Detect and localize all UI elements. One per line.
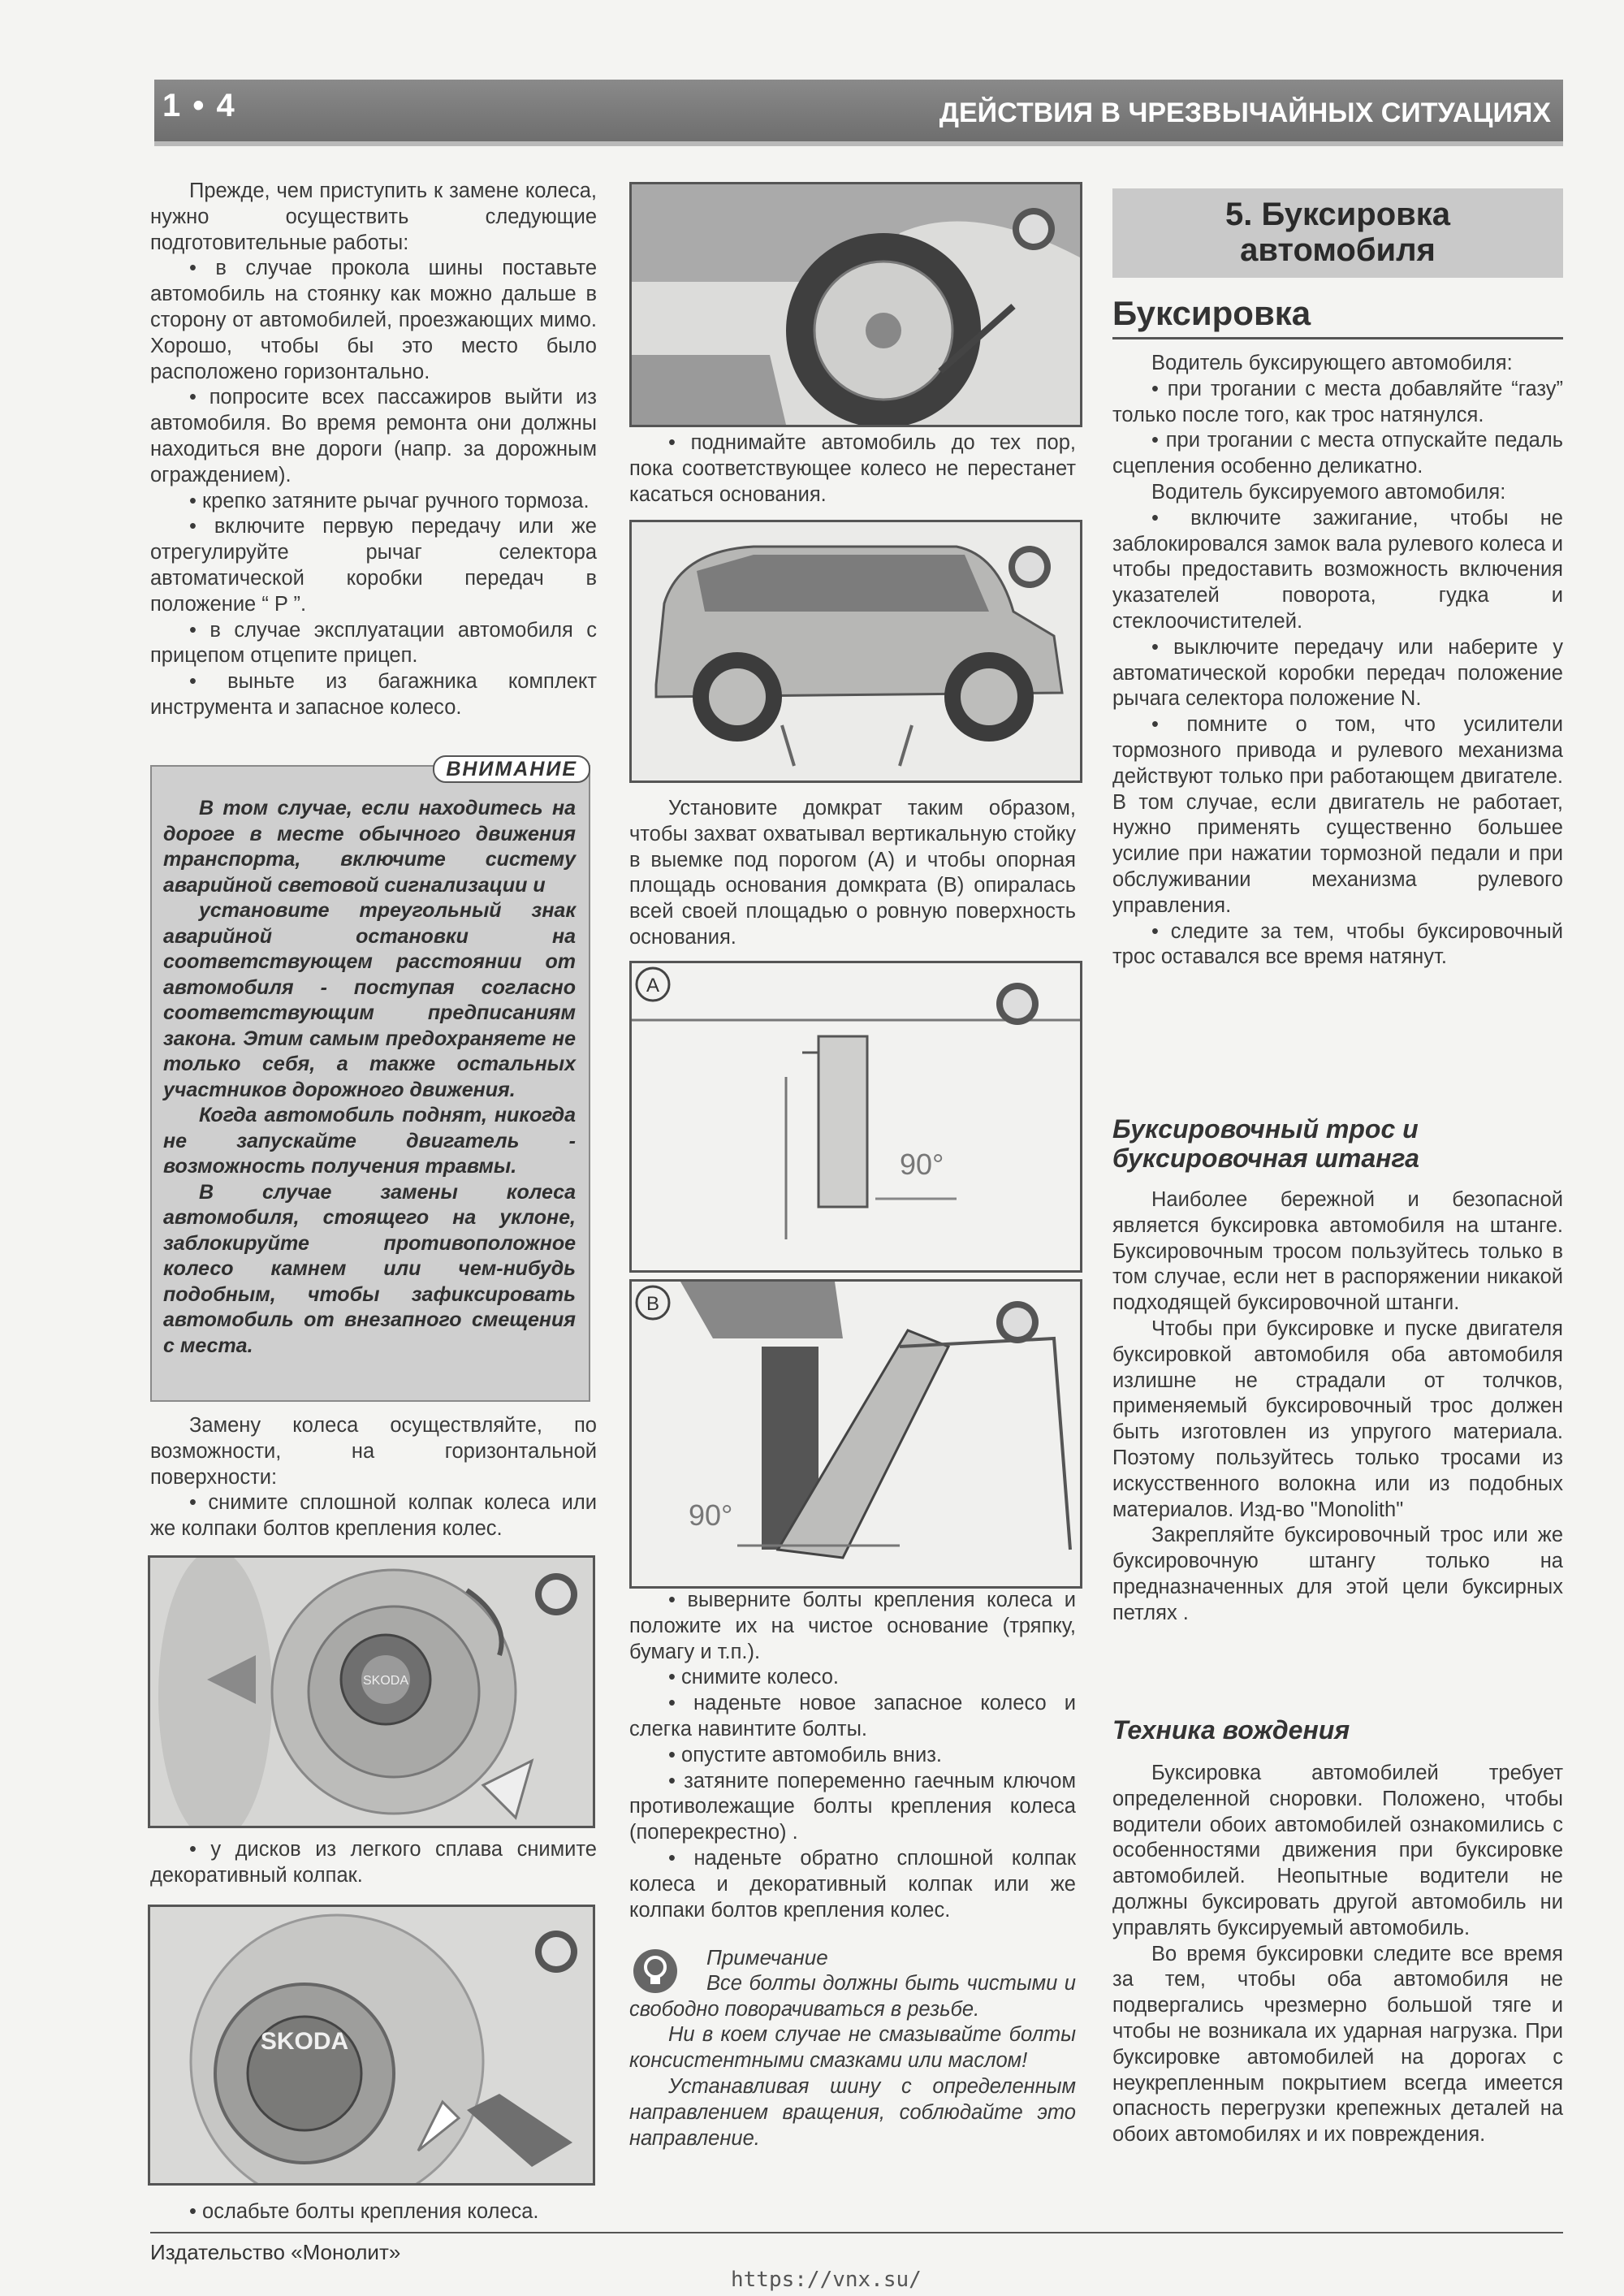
caption: • у дисков из легкого сплава снимите декоративный колпак. [150,1837,597,1889]
warning-paragraph: установите треугольный знак аварийной остановки на соответствующем расстоянии от автомобиля - поступая согласно соответствующим предписаниям закона. Этим самым предохраняете не только себя, а также остальных участников дорожного движения. [163,899,576,1101]
warning-paragraph: В случае замены колеса автомобиля, стоящего на уклоне, заблокируйте противоположное колесо камнем или чем-нибудь подобным, чтобы зафиксировать автомобиль от внезапного смещения с места. [163,1180,576,1357]
label-a: A [646,975,660,997]
note-block [629,1945,1076,2151]
note-paragraph: Все болты должны быть чистыми и свободно поворачиваться в резьбе. [629,1971,1076,2021]
paragraph: Водитель буксируемого автомобиля: [1151,480,1506,504]
bullet-item: • затяните попеременно гаечным ключом противолежащие болты крепления колеса (поперекрестно) . [629,1769,1076,1846]
bullet-item: • снимите сплошной колпак колеса или же колпаки болтов крепления колес. [150,1490,597,1542]
footer-link[interactable]: https://vnx.su/ [731,2268,922,2292]
page-number: 1 • 4 [162,88,236,123]
warning-paragraph: Когда автомобиль поднят, никогда не запускайте двигатель - возможность получения травмы. [163,1104,576,1178]
bullet-item: • в случае прокола шины поставьте автомобиль на стоянку как можно дальше в сторону от автомобилей, проезжающих мимо. Хорошо, чтобы бы это место было расположено горизонтально. [150,256,597,385]
paragraph: Водитель буксирующего автомобиля: [1151,352,1513,374]
heading-towing: Буксировка [1112,294,1311,332]
note-paragraph: Устанавливая шину с определенным направлением вращения, соблюдайте это направление. [629,2074,1076,2150]
column-2-steps [629,1588,1076,1923]
photo-hubcap-removal [148,1555,595,1828]
bullet-item: • включите зажигание, чтобы не заблокировался замок вала рулевого колеса и чтобы предоставить возможность включения указателей поворота, гудка и стеклоочистителей. [1112,506,1563,635]
caption-lift [629,430,1076,508]
jack-wheel-illustration [632,184,1080,425]
bullet-item: • при трогании с места добавляйте “газу” только после того, как трос натянулся. [1112,377,1563,429]
paragraph: Прежде, чем приступить к замене колеса, нужно осуществить следующие подготовительные работы: [150,179,597,254]
bullet-item: • выключите передачу или наберите у автоматической коробки передач положение рычага селектора положение N. [1112,635,1563,712]
bullet-item: • наденьте обратно сплошной колпак колеса и декоративный колпак или же колпаки болтов крепления колес. [629,1846,1076,1923]
angle-label: 90° [689,1498,733,1532]
column-3-rope [1112,1187,1563,1627]
label-b: B [646,1293,660,1315]
jack-instruction [629,796,1076,951]
bullet-item: • при трогании с места отпускайте педаль сцепления особенно деликатно. [1112,428,1563,480]
caption-loosen [150,2199,597,2225]
warning-text [163,796,576,1359]
photo-loosen-bolts [148,1905,595,2186]
section-title-line-1: 5. Буксировка [1225,197,1450,232]
photo-jack-a [629,961,1082,1273]
bullet-item: • помните о том, что усилители тормозного привода и рулевого механизма действуют только при работающем двигателе. В том случае, если двигатель не работает, нужно применять существенно большее усилие при нажатии тормозной педали и при обслуживании механизма рулевого управления. [1112,712,1563,919]
bullet-item: • наденьте новое запасное колесо и слегка навинтите болты. [629,1691,1076,1743]
warning-paragraph: В том случае, если находитесь на дороге в месте обычного движения транспорта, включите систему аварийной световой сигнализации и [163,797,576,897]
car-side-illustration [632,522,1080,780]
paragraph: Закрепляйте буксировочный трос или же буксировочную штангу только на предназначенных для этой цели буксирных петлях . [1112,1524,1563,1624]
column-1-top [150,179,597,721]
heading-tow-rope: Буксировочный трос и буксировочная штанга [1112,1114,1419,1173]
bullet-item: • снимите колесо. [629,1665,1076,1691]
bullet-item: • включите первую передачу или же отрегулируйте рычаг селектора автоматической коробки передач в положение “ P ”. [150,514,597,617]
angle-label: 90° [900,1148,944,1181]
note-title: Примечание [706,1945,828,1970]
paragraph: Во время буксировки следите все время за тем, чтобы оба автомобиля не подвергались чрезмерно большой тяге и чтобы не возникала их ударная нагрузка. При буксировке автомобилей на дорогах с неукрепленным покрытием всегда имеется опасность перегрузки крепежных деталей на обоих автомобилях и их повреждения. [1112,1942,1563,2147]
paragraph: Наиболее бережной и безопасной является буксировка автомобиля на штанге. Буксировочным тросом пользуйтесь только в том случае, если нет в распоряжении никакой подходящей буксировочной штанги. [1112,1188,1563,1315]
warning-label: ВНИМАНИЕ [433,755,590,783]
jack-a-illustration [632,963,1080,1270]
bullet-item: • следите за тем, чтобы буксировочный трос оставался все время натянут. [1112,919,1563,971]
bullet-item: • крепко затяните рычаг ручного тормоза. [150,489,597,515]
paragraph: Замену колеса осуществляйте, по возможности, на горизонтальной поверхности: [150,1414,597,1489]
chapter-title: ДЕЙСТВИЯ В ЧРЕЗВЫЧАЙНЫХ СИТУАЦИЯХ [939,97,1551,128]
column-1-middle [150,1413,597,1542]
column-3-driving [1112,1761,1563,2148]
photo-jack-b [629,1279,1082,1589]
footer-divider [150,2232,1563,2233]
hubcap-brand-text: SKODA [362,1674,409,1688]
warning-box [150,758,590,1402]
section-title [1112,197,1563,268]
loosen-bolts-illustration [150,1907,593,2183]
column-3-towing [1112,351,1563,971]
caption-hubcap [150,1837,597,1889]
caption: • поднимайте автомобиль до тех пор, пока соответствующее колесо не перестанет касаться основания. [629,430,1076,508]
jack-b-illustration [632,1282,1080,1586]
heading-driving-technique: Техника вождения [1112,1715,1350,1745]
bullet-item: • попросите всех пассажиров выйти из автомобиля. Во время ремонта они должны находиться вне дороги (напр. за дорожным ограждением). [150,385,597,488]
section-title-line-2: автомобиля [1240,232,1436,268]
bullet-item: • в случае эксплуатации автомобиля с прицепом отцепите прицеп. [150,618,597,670]
section-heading-box [1112,188,1563,278]
bullet-item: • выньте из багажника комплект инструмента и запасное колесо. [150,669,597,721]
bullet-item: • опустите автомобиль вниз. [629,1743,1076,1769]
paragraph: Установите домкрат таким образом, чтобы захват охватывал вертикальную стойку в выемке под порогом (А) и чтобы опорная площадь основания домкрата (В) опиралась всей своей площадью о ровную поверхность основания. [629,797,1076,949]
publisher: Издательство «Монолит» [150,2240,401,2264]
paragraph: Буксировка автомобилей требует определенной сноровки. Положено, чтобы водители обоих автомобилей ознакомились с особенностями движения при буксировке автомобилей. Неопытные водители не должны буксировать другой автомобиль ни управлять буксируемый автомобиль. [1112,1762,1563,1939]
caption: • ослабьте болты крепления колеса. [150,2199,597,2225]
photo-car-side [629,520,1082,783]
bullet-item: • выверните болты крепления колеса и положите их на чистое основание (тряпку, бумагу и т.п.). [629,1588,1076,1665]
note-paragraph: Ни в коем случае не смазывайте болты консистентными смазками или маслом! [629,2023,1076,2073]
paragraph: Чтобы при буксировке и пуске двигателя буксировкой автомобиля оба автомобиля излишне не страдали от толчков, применяемый буксировочный трос должен быть изготовлен из упругого материала. Поэтому пользуйтесь только тросами из искусственного волокна или из подобных материалов. Изд-во "Monolith" [1112,1317,1563,1521]
hubcap-brand-text: SKODA [260,2028,349,2055]
photo-jack-wheel [629,182,1082,427]
heading-divider [1112,337,1563,339]
hubcap-removal-illustration [150,1558,593,1826]
